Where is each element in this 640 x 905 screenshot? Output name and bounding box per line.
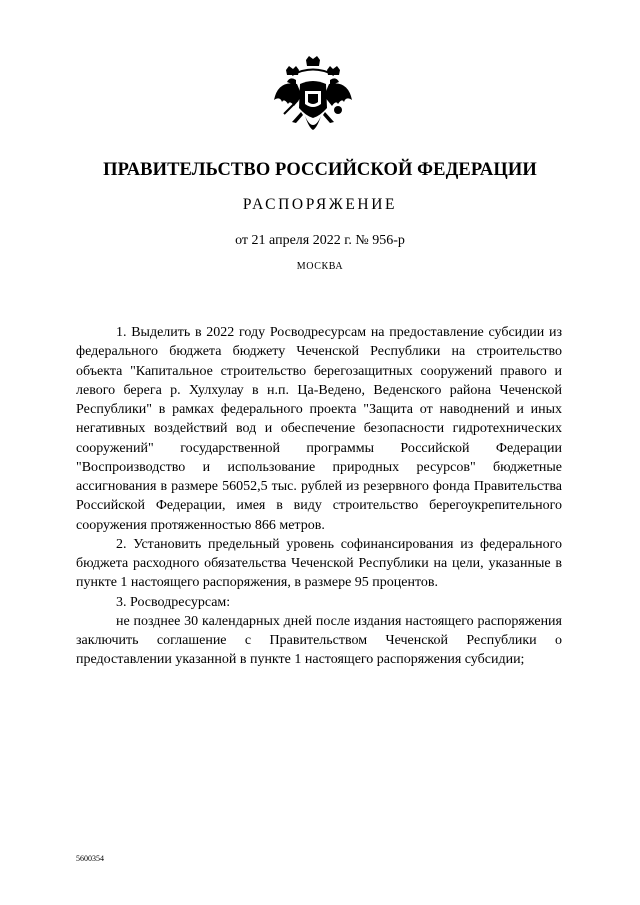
- russian-coat-of-arms-icon: [272, 56, 354, 156]
- document-body: [76, 323, 562, 670]
- document-city: МОСКВА: [296, 261, 344, 272]
- paragraph-2: 2. Установить предельный уровень софинансирования из федерального бюджета расходного обязательства Чеченской Республики на цели, указанные в пункте 1 настоящего распоряжения, в размере 95 процентов.: [76, 536, 562, 591]
- paragraph-3: 3. Росводресурсам:: [116, 594, 231, 610]
- footer-code: 5600354: [76, 854, 104, 863]
- paragraph-1: 1. Выделить в 2022 году Росводресурсам на предоставление субсидии из федерального бюджета бюджету Чеченской Республики на строительство объекта "Капитальное строительство берегозащитных сооружений правого и левого берега р. Хулхулау в н.п. Ца-Ведено, Веденского района Чеченской Республики" в рамках федерального проекта "Защита от наводнений и иных негативных воздействий вод и обеспечение безопасности гидротехнических сооружений" государственной программы Российской Федерации "Воспроизводство и использование природных ресурсов" бюджетные ассигнования в размере 56052,5 тыс. рублей из резервного фонда Правительства Российской Федерации, имея в виду строительство берегоукрепительного сооружения протяженностью 866 метров.: [76, 325, 562, 533]
- page-title: ПРАВИТЕЛЬСТВО РОССИЙСКОЙ ФЕДЕРАЦИИ: [103, 160, 537, 180]
- document-type: РАСПОРЯЖЕНИЕ: [242, 196, 398, 213]
- paragraph-3-subitem: не позднее 30 календарных дней после издания настоящего распоряжения заключить соглашение с Правительством Чеченской Республики о предоставлении указанной в пункте 1 настоящего распоряжения субсидии;: [76, 613, 562, 668]
- document-date-number: от 21 апреля 2022 г. № 956-р: [235, 233, 405, 248]
